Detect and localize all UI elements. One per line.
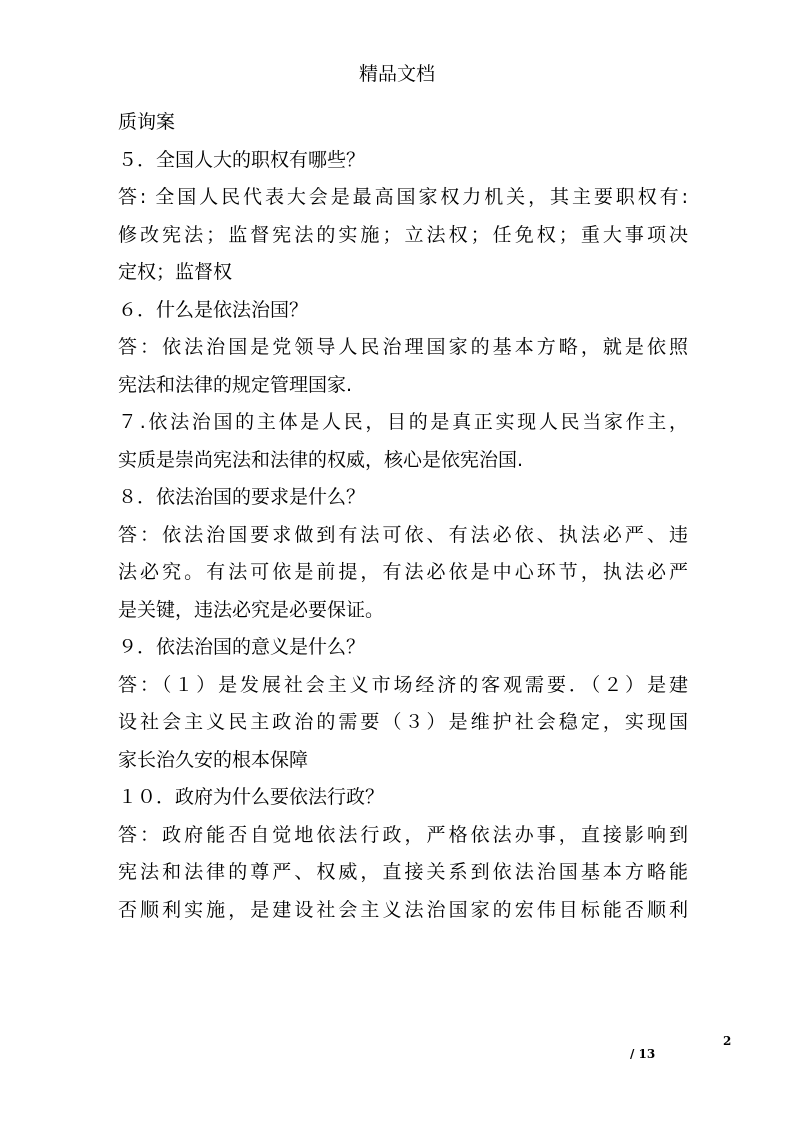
text-line: 质询案 [118, 111, 176, 133]
text-line: 答：依法治国是党领导人民治理国家的基本方略，就是依照 [118, 336, 688, 358]
text-line: 定权；监督权 [118, 261, 233, 283]
text-line: 法必究。有法可依是前提，有法必依是中心环节，执法必严 [118, 561, 688, 583]
text-line: 设社会主义民主政治的需要（３）是维护社会稳定，实现国 [118, 711, 688, 733]
page-header-title: 精品文档 [358, 63, 435, 85]
text-line: 宪法和法律的规定管理国家. [118, 373, 353, 396]
text-line: １０．政府为什么要依法行政？ [118, 786, 385, 808]
text-line: ９．依法治国的意义是什么？ [118, 636, 366, 658]
text-line: 答：政府能否自觉地依法行政，严格依法办事，直接影响到 [118, 823, 688, 846]
text-line: 答：依法治国要求做到有法可依、有法必依、执法必严、违 [118, 523, 688, 546]
page-total: / 13 [630, 1047, 656, 1061]
text-line: 宪法和法律的尊严、权威，直接关系到依法治国基本方略能 [118, 861, 688, 883]
text-line: ６．什么是依法治国？ [118, 298, 309, 321]
text-line: 家长治久安的根本保障 [118, 748, 309, 771]
text-line: ８．依法治国的要求是什么？ [118, 486, 366, 508]
text-line: 修改宪法；监督宪法的实施；立法权；任免权；重大事项决 [118, 223, 688, 246]
text-line: 答: 全国人民代表大会是最高国家权力机关，其主要职权有: [118, 186, 688, 208]
text-line: 是关键，违法必究是必要保证。 [118, 598, 385, 621]
text-line: ５．全国人大的职权有哪些？ [118, 148, 366, 171]
page-number: 2 [723, 1034, 732, 1048]
text-line: 实质是崇尚宪法和法律的权威，核心是依宪治国. [118, 448, 524, 471]
text-line: 否顺利实施，是建设社会主义法治国家的宏伟目标能否顺利 [118, 898, 688, 921]
text-line: ７.依法治国的主体是人民，目的是真正实现人民当家作主， [118, 411, 688, 433]
document-body [118, 104, 688, 929]
text-line: 答：（１）是发展社会主义市场经济的客观需要．（２）是建 [118, 673, 688, 696]
